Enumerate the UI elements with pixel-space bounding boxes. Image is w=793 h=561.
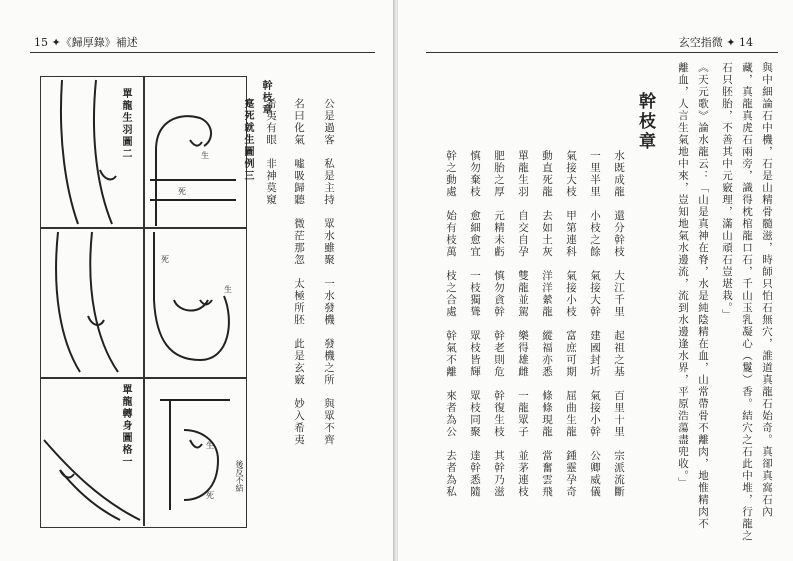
left-page-header: 15 ✦《歸厚錄》補述	[34, 36, 138, 49]
prose-column: 離血，人言生氣地中來，豈知地氣水邊流，流到水邊逢水界，平原浩蕩盡兜收。」	[677, 62, 689, 489]
label-fei: 後反不結	[235, 460, 244, 492]
poem-column: 公是過客 私是主持 眾水雖聚 一水發機 發機之所 與眾不齊	[323, 98, 335, 446]
header-rule	[426, 52, 778, 53]
figure-title: 幹枝章	[260, 80, 271, 116]
prose-column: 藏，真龍真虎石兩旁，識得枕棺龍口石，千山玉乳凝心（鬉）香。結穴之石此中堆，行龍之	[741, 62, 753, 542]
figure-title: 寔死就生圖例三	[242, 98, 253, 182]
label-sheng: 生	[206, 441, 214, 450]
right-page	[398, 0, 793, 561]
chapter-title: 幹枝章	[635, 92, 655, 152]
right-page-header: 玄空指微 ✦ 14	[678, 36, 753, 49]
verse-column: 單龍生羽 自交自孕 雙龍並駕 樂得雄雌 一龍眾子 並茅連枝	[517, 150, 529, 498]
label-si: 死	[178, 187, 186, 196]
figure-drawings	[0, 0, 394, 561]
verse-column: 一里半里 小枝之餘 氣接大幹 建國封圻 氣接小幹 公卿威儀	[589, 150, 601, 498]
figure-caption: 單龍轉身圖格一	[120, 384, 131, 468]
verse-column: 幹之動處 始有枝萬 枝之合處 幹氣不離 來者為公 去者為私	[445, 150, 457, 498]
label-sheng: 生	[224, 285, 232, 294]
verse-column: 氣接大枝 甲第連科 氣接小枝 富庶可期 屈曲生龍 鍾靈孕奇	[565, 150, 577, 498]
figure-caption: 單龍生羽圖二	[120, 88, 131, 160]
verse-column: 肥胎之厚 元精未虧 慎勿貪幹 幹老則危 幹復生枝 其幹乃滋	[493, 150, 505, 498]
verse-column: 慎勿棄枝 愈細愈宜 一枝獨聳 眾枝皆輝 眾枝同聚 達幹悉隨	[469, 150, 481, 498]
label-si: 死	[161, 255, 169, 264]
verse-column: 動直死龍 去如土灰 洋洋縈龍 縱福亦悉 條條現龍 當奮雲飛	[541, 150, 553, 498]
verse-column: 水既成龍 還分幹枝 大江千里 起祖之基 百里十里 宗派流斷	[613, 150, 625, 498]
poem-column: 希夷有眼 非神莫窺	[265, 98, 277, 206]
left-page	[0, 0, 395, 561]
prose-column: 《天元歌》論水龍云：「山是真神在脊，水是純陰精在血，山常帶骨不離肉，地惟精肉不	[697, 62, 709, 530]
label-si: 死	[206, 491, 214, 500]
prose-column: 石只胚胎，不善其中元竅理，滿山頑石豈堪栽。」	[721, 62, 733, 321]
label-sheng: 生	[201, 151, 209, 160]
poem-column: 名曰化氣 噓吸歸聽 微茫那忽 太極所胚 此是玄竅 妙入希夷	[293, 98, 305, 446]
prose-column: 與中細論石中機，石是山精骨髓滋，時師只怕石無穴，誰道真龍石始奇。真卻真窩石內	[761, 62, 773, 518]
